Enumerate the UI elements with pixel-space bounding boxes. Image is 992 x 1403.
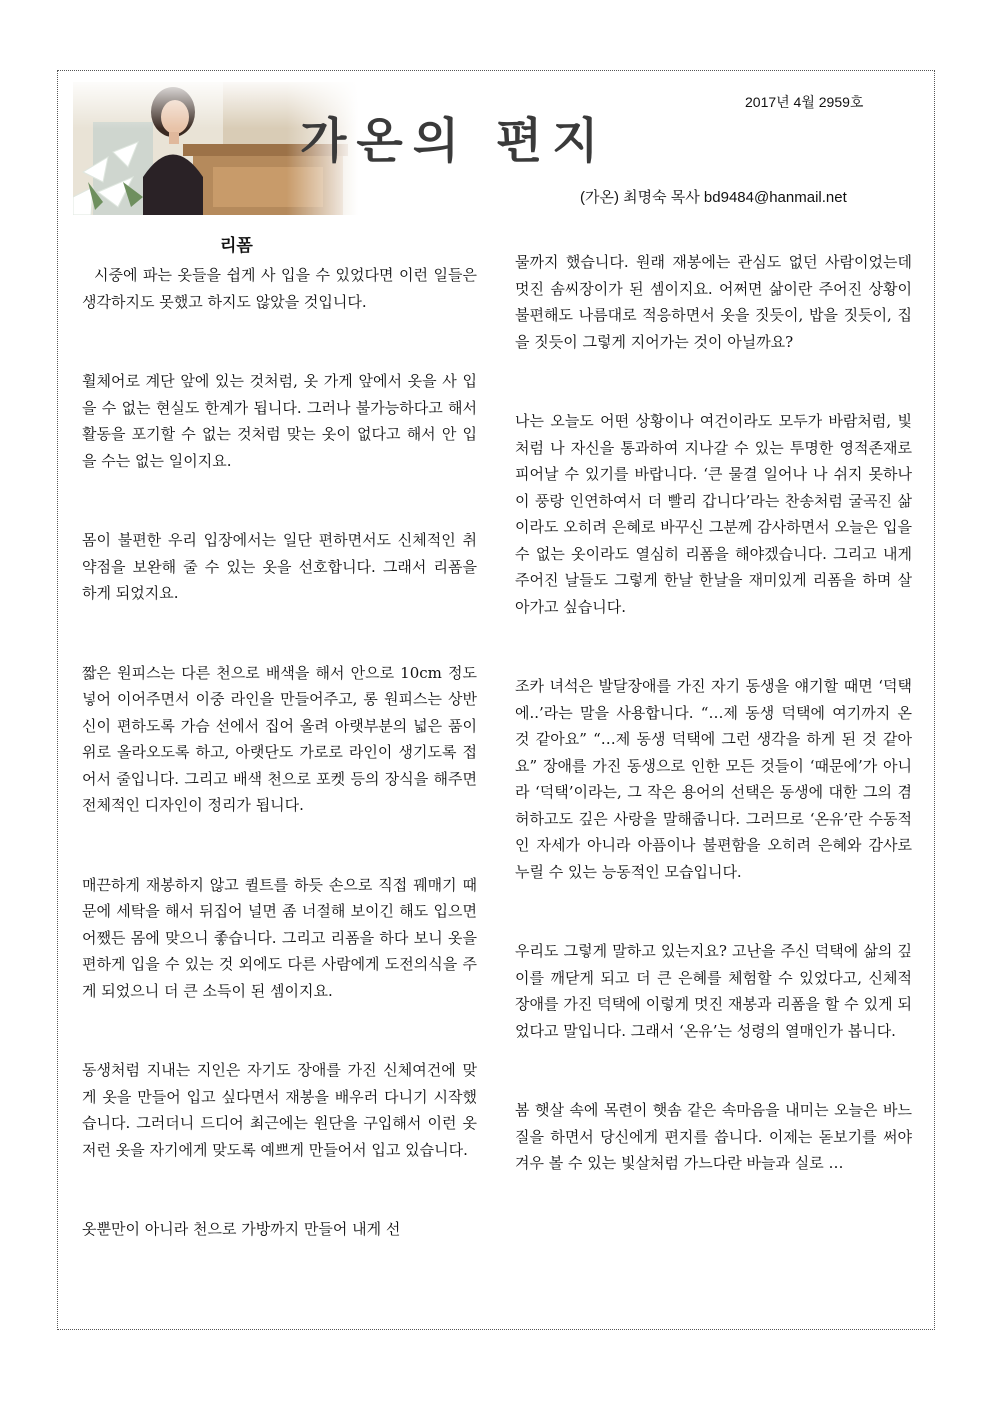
article-title: 리폼 [220, 236, 253, 256]
paragraph: 옷뿐만이 아니라 천으로 가방까지 만들어 내게 선 [82, 1220, 401, 1238]
paragraph: 시중에 파는 옷들을 쉽게 사 입을 수 있었다면 이런 일들은 생각하지도 못했고 하지도 않았을 것입니다. [82, 266, 477, 311]
paragraph: 짧은 원피스는 다른 천으로 배색을 해서 안으로 10cm 정도 넣어 이어주면서 이중 라인을 만들어주고, 롱 원피스는 상반신이 편하도록 가슴 선에서 집어 올려 아랫부분의 넓은 품이 위로 올라오도록 하고, 아랫단도 가로로 라인이 생기도록 접어서 줄입니다. 그리고 배색 천으로 포켓 등의 장식을 해주면 전체적인 디자인이 정리가 됩니다. [82, 663, 477, 814]
issue-date: 2017년 4월 2959호 [745, 94, 864, 110]
paragraph: 동생처럼 지내는 지인은 자기도 장애를 가진 신체여건에 맞게 옷을 만들어 입고 싶다면서 재봉을 배우러 다니기 시작했습니다. 그러더니 드디어 최근에는 원단을 구입해서 이런 옷 저런 옷을 자기에게 맞도록 예쁘게 만들어서 입고 있습니다. [82, 1061, 477, 1159]
paragraph: 물까지 했습니다. 원래 재봉에는 관심도 없던 사람이었는데 멋진 솜씨장이가 된 셈이지요. 어쩌면 삶이란 주어진 상황이 불편해도 나름대로 적응하면서 옷을 짓듯이, 밥을 짓듯이, 집을 짓듯이 그렇게 지어가는 것이 아닐까요? [515, 253, 912, 351]
paragraph: 나는 오늘도 어떤 상황이나 여건이라도 모두가 바람처럼, 빛처럼 나 자신을 통과하여 지나갈 수 있는 투명한 영적존재로 피어날 수 있기를 바랍니다. ‘큰 물결 일어나 나 쉬지 못하나 이 풍랑 인연하여서 더 빨리 갑니다’라는 찬송처럼 굴곡진 삶이라도 오히려 은혜로 바꾸신 그분께 감사하면서 오늘은 입을 수 없는 옷이라도 열심히 리폼을 해야겠습니다. 그리고 내게 주어진 날들도 그렇게 한날 한날을 재미있게 리폼을 하며 살아가고 싶습니다. [515, 412, 912, 616]
paragraph: 휠체어로 계단 앞에 있는 것처럼, 옷 가게 앞에서 옷을 사 입을 수 없는 현실도 한계가 됩니다. 그러나 불가능하다고 해서 활동을 포기할 수 없는 것처럼 맞는 옷이 없다고 해서 안 입을 수는 없는 일이지요. [82, 372, 477, 470]
paragraph: 봄 햇살 속에 목련이 햇솜 같은 속마음을 내미는 오늘은 바느질을 하면서 당신에게 편지를 씁니다. 이제는 돋보기를 써야 겨우 볼 수 있는 빛살처럼 가느다란 바늘과 실로 … [515, 1101, 912, 1172]
author-line: (가온) 최명숙 목사 bd9484@hanmail.net [580, 189, 847, 206]
right-column [515, 249, 912, 1230]
left-column [82, 262, 477, 1296]
paragraph: 우리도 그렇게 말하고 있는지요? 고난을 주신 덕택에 삶의 깊이를 깨닫게 되고 더 큰 은혜를 체험할 수 있었다고, 신체적 장애를 가진 덕택에 이렇게 멋진 재봉과 리폼을 할 수 있게 되었다고 말입니다. 그래서 ‘온유’는 성령의 열매인가 봅니다. [515, 942, 912, 1040]
paragraph: 몸이 불편한 우리 입장에서는 일단 편하면서도 신체적인 취약점을 보완해 줄 수 있는 옷을 선호합니다. 그래서 리폼을 하게 되었지요. [82, 531, 477, 602]
newsletter-masthead: 가온의 편지 [300, 113, 609, 169]
paragraph: 조카 녀석은 발달장애를 가진 자기 동생을 얘기할 때면 ‘덕택에..’라는 말을 사용합니다. “…제 동생 덕택에 여기까지 온 것 같아요” “…제 동생 덕택에 그런 생각을 하게 된 것 같아요” 장애를 가진 동생으로 인한 모든 것들이 ‘때문에’가 아니라 ‘덕택’이라는, 그 작은 용어의 선택은 동생에 대한 그의 겸허하고도 깊은 사랑을 말해줍니다. 그러므로 ‘온유’란 수동적인 자세가 아니라 아픔이나 불편함을 오히려 은혜와 감사로 누릴 수 있는 능동적인 모습입니다. [515, 677, 912, 881]
paragraph: 매끈하게 재봉하지 않고 퀼트를 하듯 손으로 직접 꿰매기 때문에 세탁을 해서 뒤집어 널면 좀 너절해 보이긴 해도 입으면 어쨌든 몸에 맞으니 좋습니다. 그리고 리폼을 하다 보니 옷을 편하게 입을 수 있는 것 외에도 다른 사람에게 도전의식을 주게 되었으니 더 큰 소득이 된 셈이지요. [82, 875, 477, 1000]
